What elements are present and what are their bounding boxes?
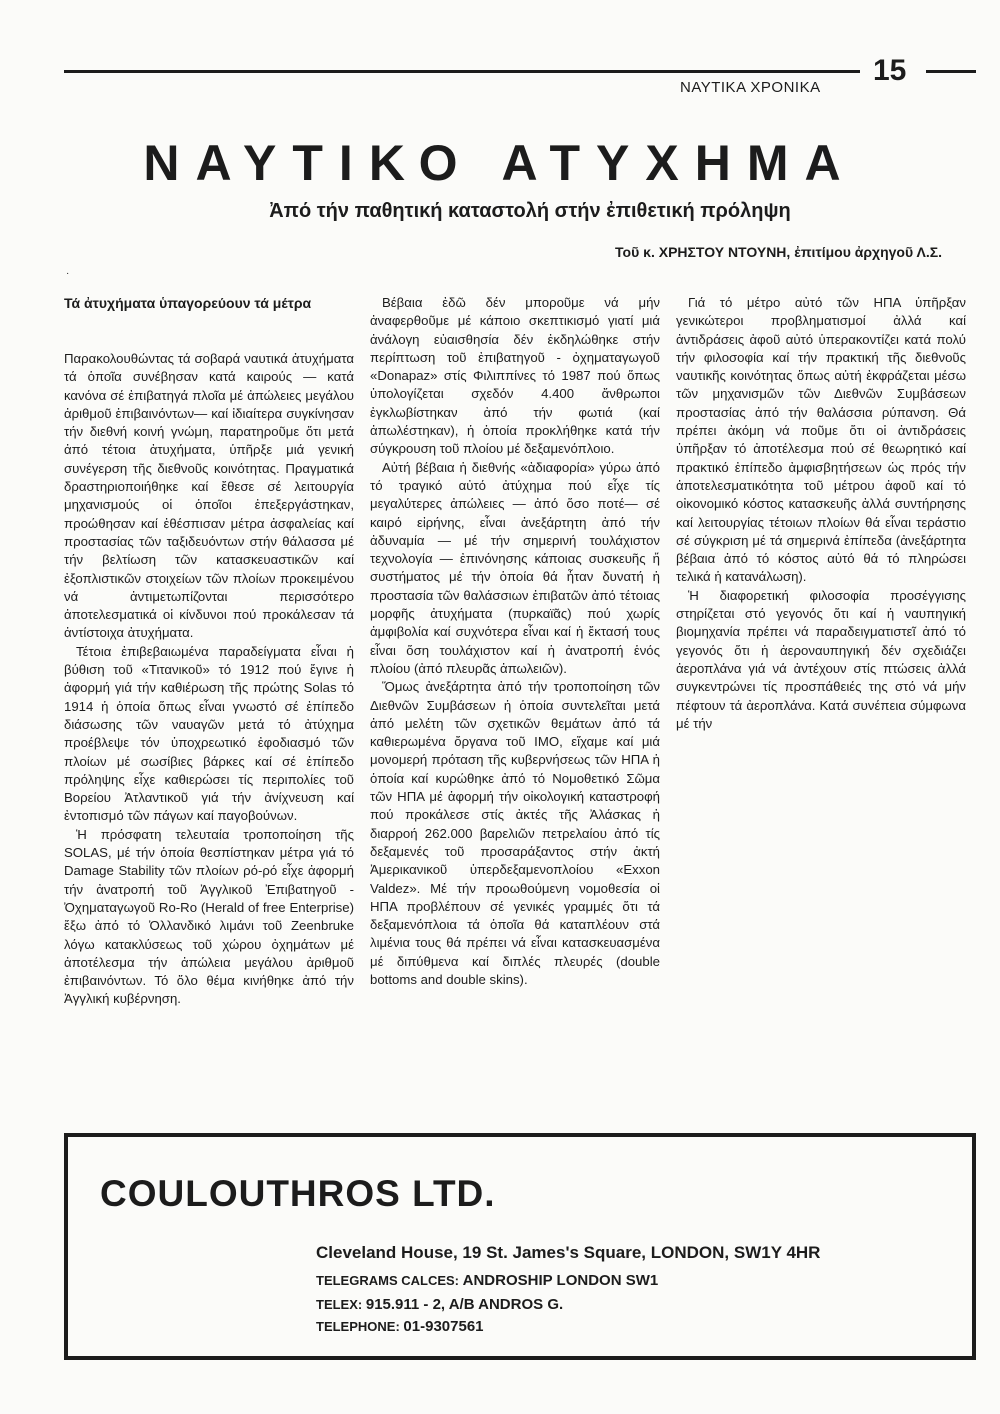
ad-telephone-label: TELEPHONE: <box>316 1319 400 1334</box>
column-2 <box>370 294 660 989</box>
magazine-name: ΝΑΥΤΙΚΑ ΧΡΟΝΙΚΑ <box>680 79 821 96</box>
stray-mark: · <box>66 268 70 279</box>
paragraph: Αὐτή βέβαια ἡ διεθνής «ἀδιαφορία» γύρω ἀπό τό τραγικό αὐτό ἀτύχημα πού εἶχε τίς μεγαλύτερες ἀπώλειες — ἀπό ὅσο ποτέ— σέ καιρό εἰρήνης, εἶναι ἀνεξάρτητη ἀπό τήν ἀδυναμία — μέ τήν σημερινή τουλάχιστον τεχνολογία — ἐπινόνησης κάποιας συσκευῆς ἤ συστήματος μέ τήν ὁποία θά ἦταν δυνατή ἡ προστασία τῶν θαλάσσιων ἐπιβατῶν ἀπό τέτοιας μορφῆς ἀτυχήματα (πυρκαϊᾶς) πού χωρίς ἀμφιβολία καί συχνότερα εἶναι καί ἡ ἔκτασή τους εἶναι ὅση τουλάχιστον καί ἡ ἀνατροπή ἑνός πλοίου (ἀπό πλευρᾶς ἀπωλειῶν). <box>370 459 660 676</box>
ad-company-name: COULOUTHROS LTD. <box>100 1173 496 1214</box>
page-number: 15 <box>873 54 907 87</box>
paragraph: Παρακολουθώντας τά σοβαρά ναυτικά ἀτυχήματα τά ὁποῖα συνέβησαν κατά καιρούς — κατά κανόνα σέ ἐπιβατηγά πλοῖα μέ ἀπώλειες μεγάλου ἀριθμοῦ ἐπιβαινόντων— καί ἰδιαίτερα συγκίνησαν τήν διεθνή κοινή γνώμη, παρατηροῦμε ὅτι μετά ἀπό τέτοια ἀτυχήματα, ὑπῆρξε μιά γενική συνέγερση τῆς διεθνοῦς κοινότητας. Πραγματικά δραστηριοποιήθηκε καί ἔθεσε σέ λειτουργία μηχανισμούς οἱ ὁποῖοι ἐπεξεργάστηκαν, προώθησαν καί ἐθέσπισαν μέτρα ἀσφαλείας καί προστασίας τῶν ταξιδευόντων στήν θάλασσα μέ τήν βελτίωση τῶν κατασκευαστικῶν καί ἐξοπλιστικῶν στοιχείων τῶν πλοίων προκειμένου νά ἀντιμετωπίζονται περισσότερο ἀποτελεσματικά οἱ κίνδυνοι πού προκάλεσαν τά ἀντίστοιχα ἀτυχήματα. <box>64 351 354 641</box>
article-subtitle: Ἀπό τήν παθητική καταστολή στήν ἐπιθετική πρόληψη <box>269 200 791 222</box>
section-heading: Τά ἀτυχήματα ὑπαγορεύουν τά μέτρα <box>64 295 312 311</box>
ad-telex <box>316 1296 563 1313</box>
paragraph: Ὅμως ἀνεξάρτητα ἀπό τήν τροποποίηση τῶν Διεθνῶν Συμβάσεων ἡ ὁποία συντελεῖται μετά ἀπό μελέτη τῶν σχετικῶν θεμάτων ἀπό τά καθιερωμένα ὄργανα τοῦ ΙΜΟ, εἴχαμε καί μιά μονομερή πρόταση τῆς κυβερνήσεως τῶν ΗΠΑ ἡ ὁποία καί κυρώθηκε ἀπό τό Νομοθετικό Σῶμα τῶν ΗΠΑ μέ ἀφορμή τήν οἰκολογική καταστροφή πού προκάλεσε στίς ἀκτές τῆς Ἀλάσκας ἡ διαρροή 262.000 βαρελιῶν πετρελαίου ἀπό τίς δεξαμενές τοῦ προσαράξαντος στήν ἀκτή Ἀμερικανικοῦ ὑπερδεξαμενοπλοίου «Exxon Valdez». Μέ τήν προωθούμενη νομοθεσία οἱ ΗΠΑ προβλέπουν σέ γενικές γραμμές ὅτι τά δεξαμενόπλοια τά ὁποῖα θά καταπλέουν στά λιμένια τους θά πρέπει νά εἶναι κατασκευασμένα μέ διπύθμενα καί διπλές πλευρές (double bottoms and double skins). <box>370 679 660 987</box>
header-rule <box>64 70 860 73</box>
ad-telex-value: 915.911 - 2, A/B ANDROS G. <box>365 1296 564 1313</box>
column-1 <box>64 294 354 1009</box>
header-rule-right <box>926 70 976 73</box>
ad-telegrams <box>316 1272 658 1289</box>
ad-address: Cleveland House, 19 St. James's Square, LONDON, SW1Y 4HR <box>316 1243 821 1262</box>
advertisement-box <box>64 1133 976 1360</box>
ad-telephone-value: 01-9307561 <box>403 1318 484 1335</box>
column-3 <box>676 294 966 733</box>
paragraph: Ἡ διαφορετική φιλοσοφία προσέγγισης στηρίζεται στό γεγονός ὅτι καί ἡ ναυπηγική βιομηχανία πρέπει νά παραδειγματιστεῖ ἀπό τό γεγονός ὅτι ἡ ἀεροναυπηγική δέν σχεδιάζει ἀεροπλάνα γιά νά ἀντέχουν στίς πτώσεις ἀλλά συγκεντρώνει τίς προσπάθειές της στό νά μήν πέφτουν τά ἀεροπλάνα. Κατά συνέπεια σύμφωνα μέ τήν <box>676 587 966 731</box>
ad-telephone <box>316 1318 484 1335</box>
ad-telegrams-label: TELEGRAMS CALCES: <box>316 1273 459 1288</box>
ad-telegrams-value: ANDROSHIP LONDON SW1 <box>462 1272 659 1289</box>
ad-telex-label: TELEX: <box>316 1297 363 1312</box>
paragraph: Ἡ πρόσφατη τελευταία τροποποίηση τῆς SOLAS, μέ τήν ὁποία θεσπίστηκαν μέτρα γιά τό Damage Stability τῶν πλοίων ρό-ρό εἶχε ἀφορμή τήν ἀνατροπή τοῦ Ἀγγλικοῦ Ἐπιβατηγοῦ - Ὀχηματαγωγοῦ Ro-Ro (Herald of free Enterprise) ἔξω ἀπό τό Ὀλλανδικό λιμάνι τοῦ Zeenbruke λόγω κατακλύσεως τοῦ χώρου ὀχημάτων μέ ἀποτέλεσμα τήν ἀπώλεια μεγάλου ἀριθμοῦ ἐπιβαινόντων. Τό ὅλο θέμα κινήθηκε ἀπό τήν Ἀγγλική κυβέρνηση. <box>64 826 354 1007</box>
paragraph: Γιά τό μέτρο αὐτό τῶν ΗΠΑ ὑπῆρξαν γενικώτεροι προβληματισμοί ἀλλά καί ἀντιδράσεις ἀφοῦ αὐτό ὑπερακοντίζει κατά πολύ τήν φιλοσοφία καί τήν πρακτική τῆς διεθνοῦς ναυτικῆς κοινότητας ὅπως αὐτή ἐκφράζεται μέσω τῶν μηχανισμῶν τῶν Διεθνῶν Συμβάσεων προστασίας ἀπό τήν θαλάσσια ρύπανση. Θά πρέπει ἀκόμη νά ποῦμε ὅτι οἱ ἀντιδράσεις ὑπῆρξαν τό ἀποτέλεσμα πού σέ θεωρητικό καί πρακτικό ἐπίπεδο ἀμφισβητήσεων ὡς πρός τήν ἀποτελεσματικότητα τοῦ μέτρου ἀφοῦ καί τό οἰκονομικό κόστος κατασκευῆς ἀλλά συντήρησης καί λειτουργίας τέτοιων πλοίων θά εἶναι τεράστιο σέ σύγκριση μέ τά σημερινά ἐπίπεδα (ἀνεξάρτητα βέβαια ἀπό τό κόστος αὐτό θά τό πληρώσει τελικά ἡ κατανάλωση). <box>676 295 966 585</box>
paragraph: Βέβαια ἐδῶ δέν μποροῦμε νά μήν ἀναφερθοῦμε μέ κάποιο σκεπτικισμό γιατί μιά ἀνάλογη εὐαισθησία δέν ἐκδηλώθηκε στήν περίπτωση τοῦ ἐπιβατηγοῦ - ὀχηματαγωγοῦ «Donapaz» στίς Φιλιππίνες τό 1987 πού ὅπως ὑπολογίζεται σχεδόν 4.400 ἄνθρωποι ἐγκλωβίστηκαν ἀπό τήν φωτιά (καί ἀπωλέστηκαν), ἡ ὁποία προκλήθηκε κατά τήν σύγκρουση τοῦ πλοίου μέ δεξαμενόπλοιο. <box>370 295 660 457</box>
article-byline: Τοῦ κ. ΧΡΗΣΤΟΥ ΝΤΟΥΝΗ, ἐπιτίμου ἀρχηγοῦ Λ.Σ. <box>615 244 942 260</box>
paragraph: Τέτοια ἐπιβεβαιωμένα παραδείγματα εἶναι ἡ βύθιση τοῦ «Τιτανικοῦ» τό 1912 πού ἔγινε ἡ ἀφορμή γιά τήν καθιέρωση τῆς πρώτης Solas τό 1914 ἡ ὁποία ὅπως εἶναι γνωστό σέ ἐπίπεδο διάσωσης τῶν ναυαγῶν μετά τό ἀτύχημα προέβλεψε τόν ὑποχρεωτικό ἐφοδιασμό τῶν πλοίων μέ σωσίβιες βάρκες καί σέ ἐπίπεδο πρόληψης εἶχε καθιερώσει τίς περιπολίες τοῦ Βορείου Ἀτλαντικοῦ γιά τήν ἀνίχνευση καί ἐντοπισμό τῶν πάγων καί παγοβούνων. <box>64 643 354 824</box>
article-title: ΝΑΥΤΙΚΟ ΑΤΥΧΗΜΑ <box>143 135 857 191</box>
